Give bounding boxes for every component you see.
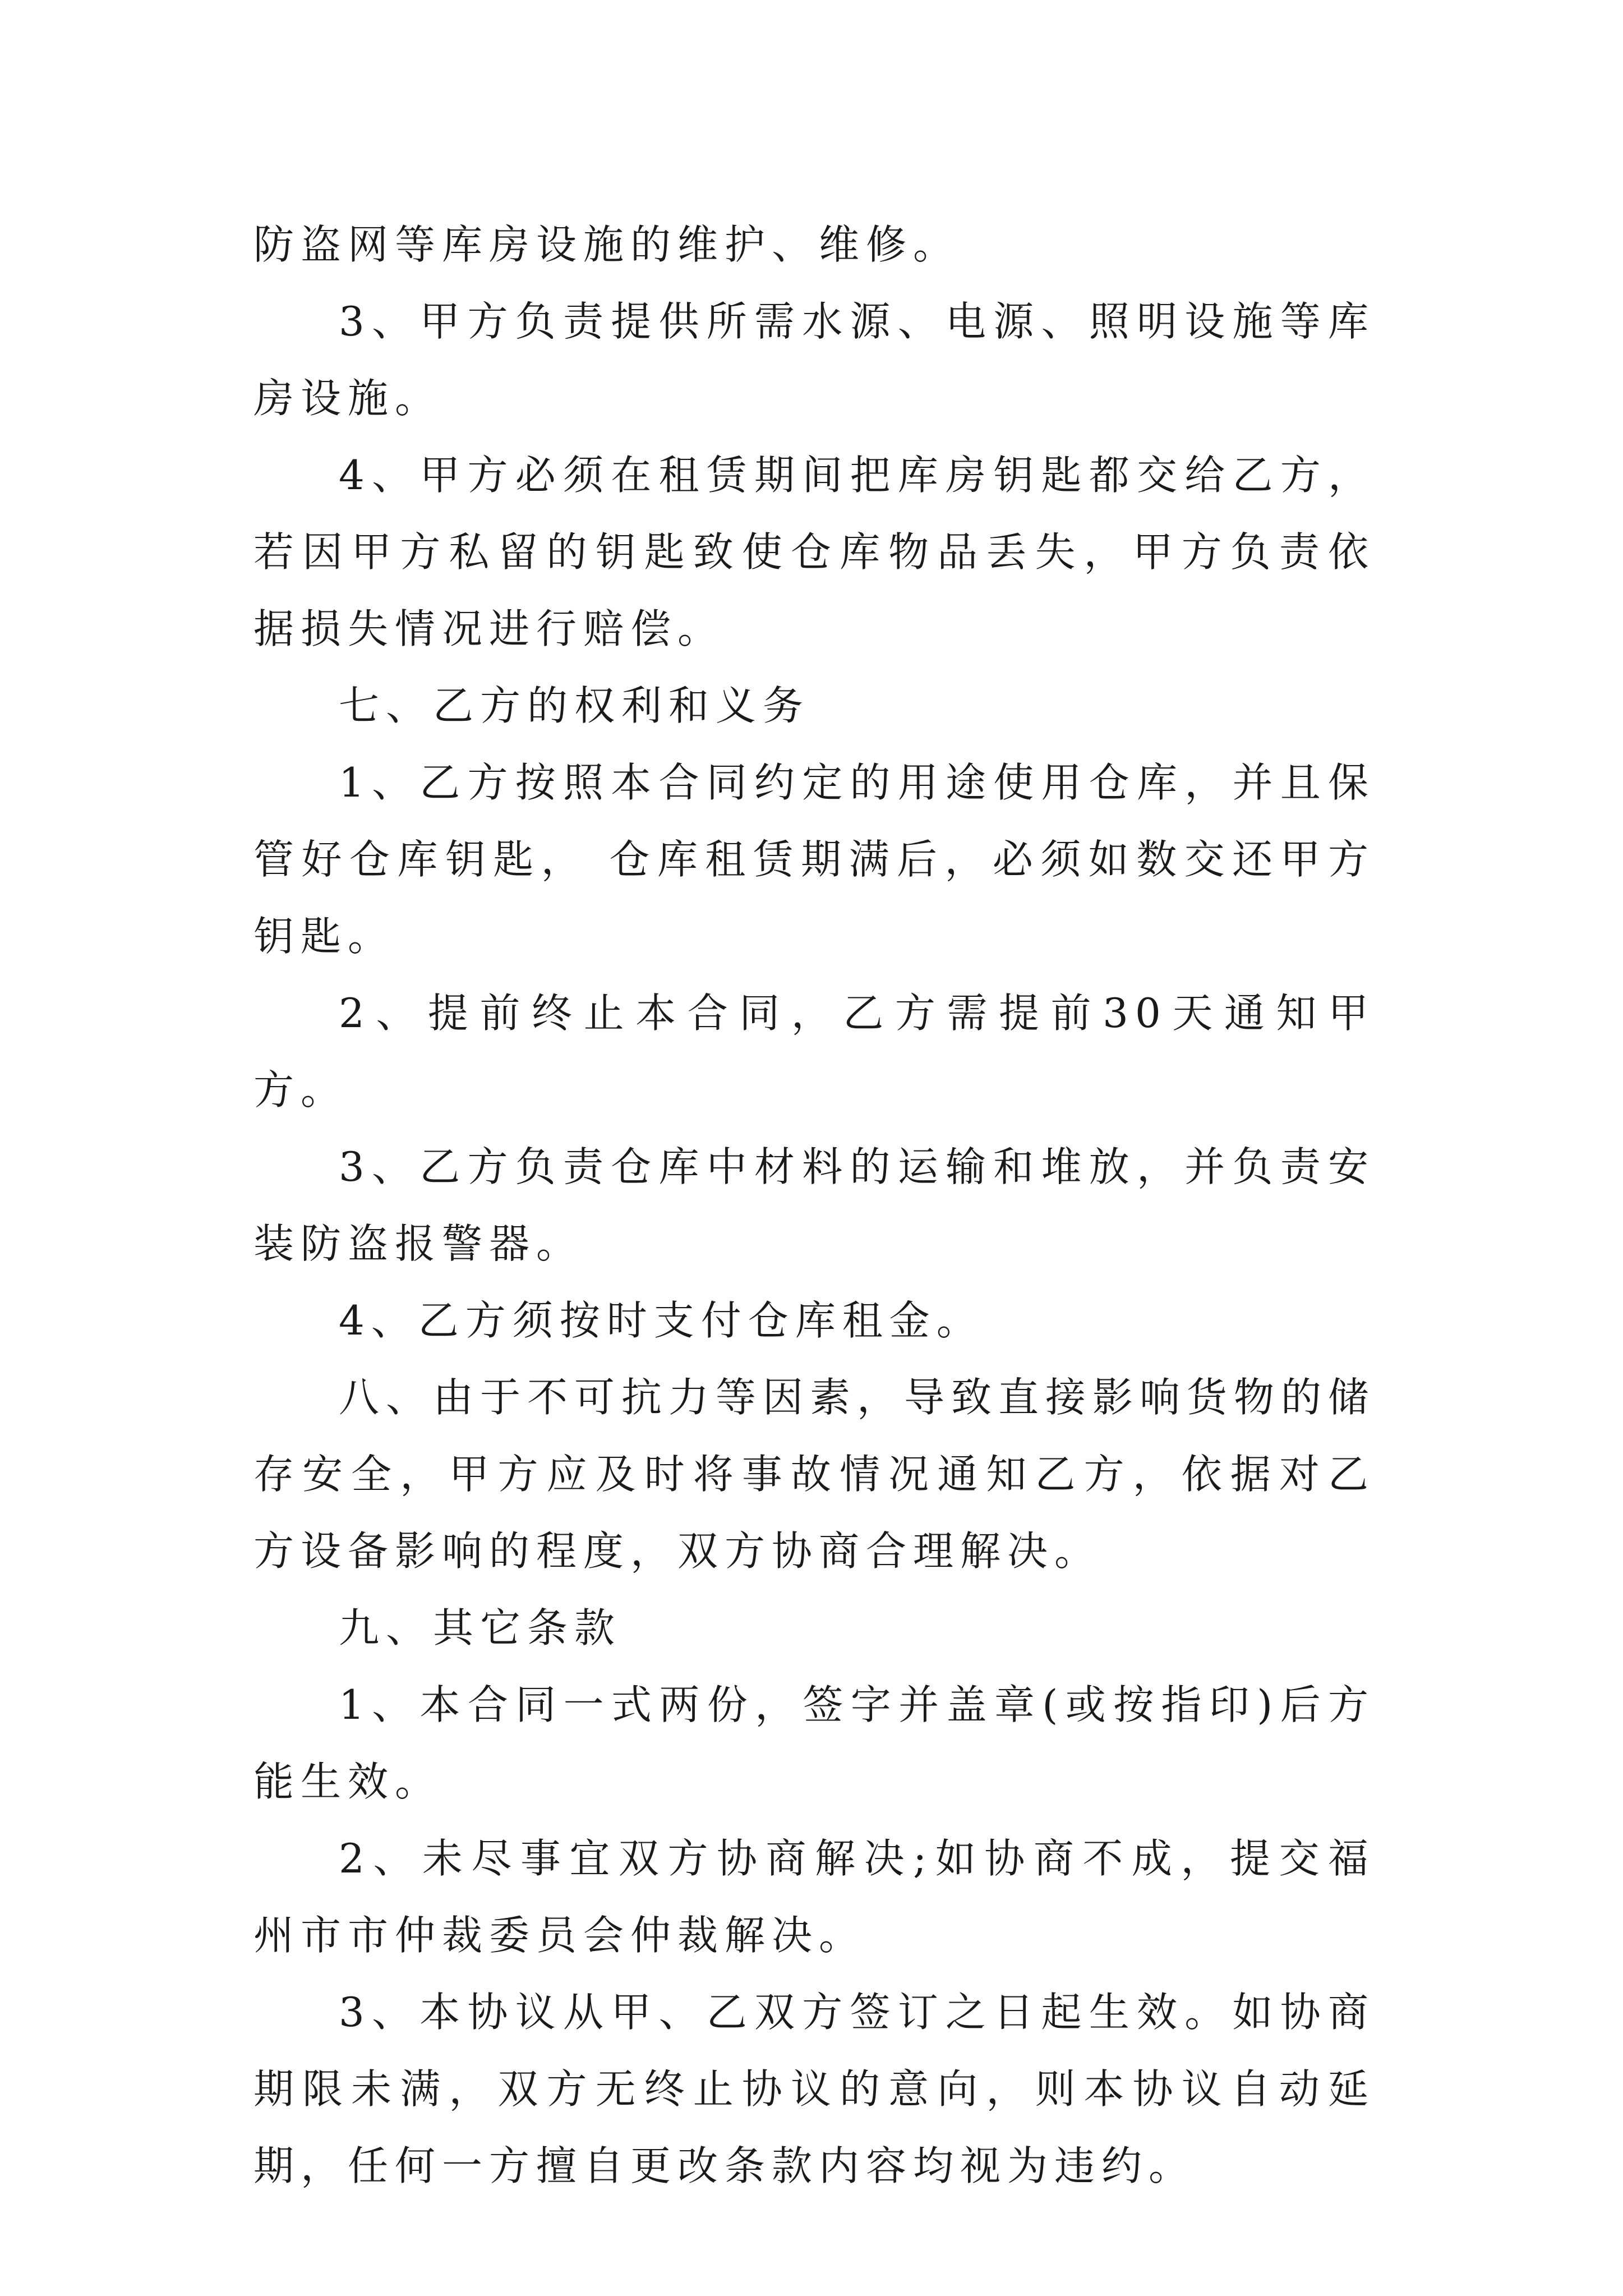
paragraph-facility-maintenance: 防盗网等库房设施的维护、维修。 bbox=[253, 221, 961, 268]
paragraph-clause-7-4: 4、乙方须按时支付仓库租金。 bbox=[339, 1297, 984, 1344]
paragraph-clause-7-2: 2、提前终止本合同，乙方需提前30天通知甲方。 bbox=[253, 990, 1375, 1114]
paragraph-clause-9-2: 2、未尽事宜双方协商解决;如协商不成，提交福州市市仲裁委员会仲裁解决。 bbox=[253, 1835, 1375, 1959]
paragraph-clause-6-4: 4、甲方必须在租赁期间把库房钥匙都交给乙方，若因甲方私留的钥匙致使仓库物品丢失，甲方负责依据损失情况进行赔偿。 bbox=[253, 452, 1375, 652]
paragraph-clause-7-3: 3、乙方负责仓库中材料的运输和堆放，并负责安装防盗报警器。 bbox=[253, 1143, 1375, 1267]
section-heading-7: 七、乙方的权利和义务 bbox=[339, 682, 810, 729]
paragraph-clause-9-3: 3、本协议从甲、乙双方签订之日起生效。如协商期限未满，双方无终止协议的意向，则本协议自动延期，任何一方擅自更改条款内容均视为违约。 bbox=[253, 1989, 1375, 2189]
section-heading-9: 九、其它条款 bbox=[339, 1604, 622, 1651]
section-clause-8: 八、由于不可抗力等因素，导致直接影响货物的储存安全，甲方应及时将事故情况通知乙方，依据对乙方设备影响的程度，双方协商合理解决。 bbox=[253, 1374, 1376, 1575]
document-body bbox=[253, 206, 1375, 2205]
paragraph-clause-7-1: 1、乙方按照本合同约定的用途使用仓库，并且保管好仓库钥匙， 仓库租赁期满后，必须如数交还甲方钥匙。 bbox=[253, 759, 1375, 960]
paragraph-clause-6-3: 3、甲方负责提供所需水源、电源、照明设施等库房设施。 bbox=[253, 298, 1375, 422]
paragraph-clause-9-1: 1、本合同一式两份，签字并盖章(或按指印)后方能生效。 bbox=[253, 1681, 1375, 1805]
